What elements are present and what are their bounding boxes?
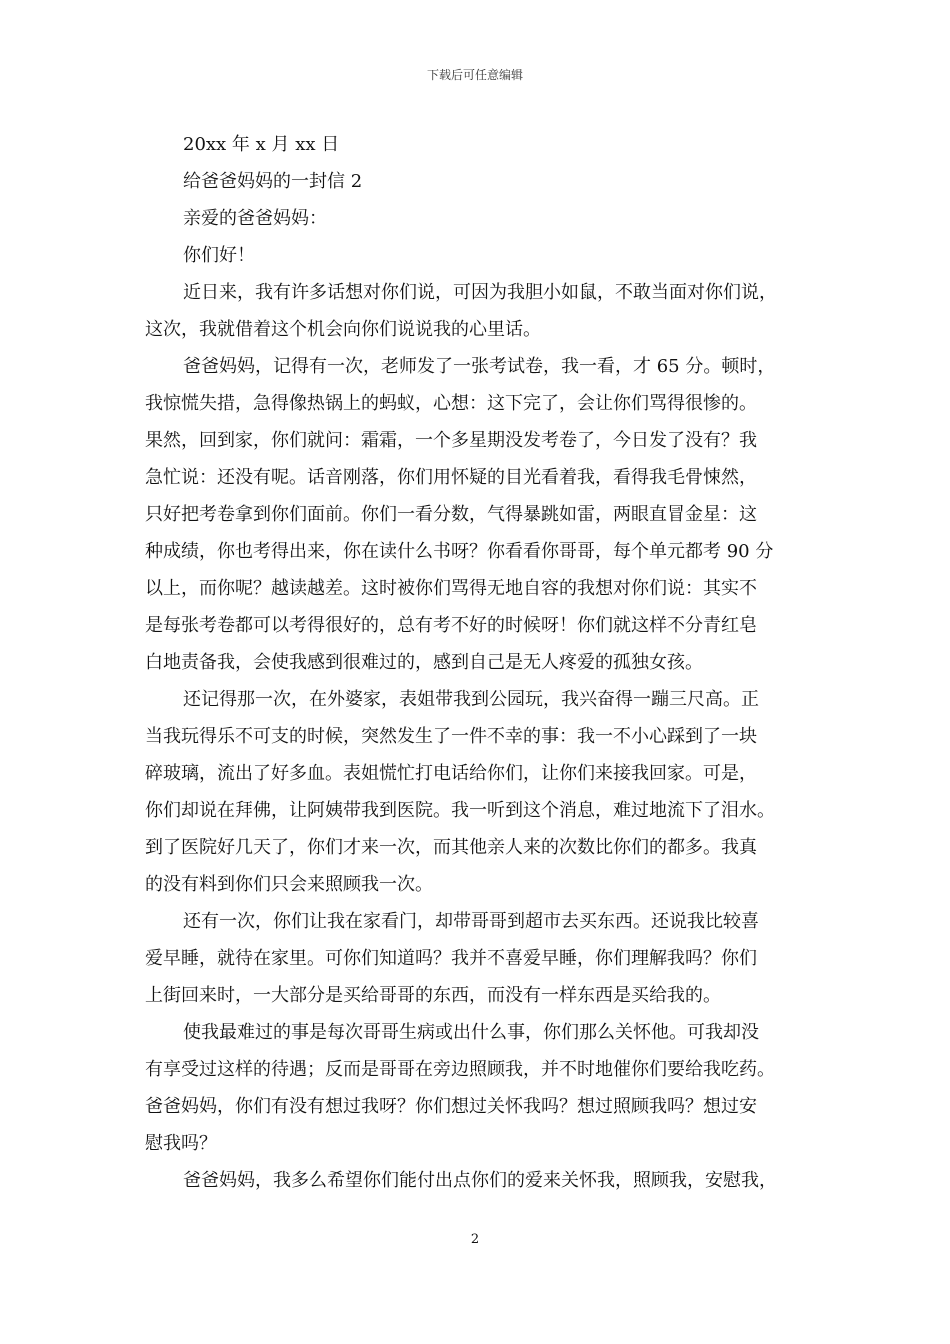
text-line: 你们好！ <box>183 245 255 266</box>
text-line: 果然，回到家，你们就问：霜霜，一个多星期没发考卷了，今日发了没有？我 <box>145 430 757 451</box>
text-line: 的没有料到你们只会来照顾我一次。 <box>145 874 433 895</box>
text-line: 我惊慌失措，急得像热锅上的蚂蚁，心想：这下完了，会让你们骂得很惨的。 <box>145 393 757 414</box>
text-line: 爸爸妈妈，记得有一次，老师发了一张考试卷，我一看，才 65 分。顿时， <box>183 356 776 377</box>
text-line: 以上，而你呢？越读越差。这时被你们骂得无地自容的我想对你们说：其实不 <box>145 578 757 599</box>
text-line: 到了医院好几天了，你们才来一次，而其他亲人来的次数比你们的都多。我真 <box>145 837 757 858</box>
text-line: 给爸爸妈妈的一封信 2 <box>183 171 363 192</box>
text-line: 只好把考卷拿到你们面前。你们一看分数，气得暴跳如雷，两眼直冒金星：这 <box>145 504 757 525</box>
text-line: 爸爸妈妈，你们有没有想过我呀？你们想过关怀我吗？想过照顾我吗？想过安 <box>145 1096 757 1117</box>
text-line: 20xx 年 x 月 xx 日 <box>183 134 340 155</box>
text-line: 上街回来时，一大部分是买给哥哥的东西，而没有一样东西是买给我的。 <box>145 985 721 1006</box>
text-line: 使我最难过的事是每次哥哥生病或出什么事，你们那么关怀他。可我却没 <box>183 1022 759 1043</box>
text-line: 这次，我就借着这个机会向你们说说我的心里话。 <box>145 319 541 340</box>
text-line: 种成绩，你也考得出来，你在读什么书呀？你看看你哥哥，每个单元都考 90 分 <box>145 541 774 562</box>
text-line: 是每张考卷都可以考得很好的，总有考不好的时候呀！你们就这样不分青红皂 <box>145 615 757 636</box>
text-line: 还记得那一次，在外婆家，表姐带我到公园玩，我兴奋得一蹦三尺高。正 <box>183 689 759 710</box>
letter-body <box>145 126 810 1199</box>
text-line: 当我玩得乐不可支的时候，突然发生了一件不幸的事：我一不小心踩到了一块 <box>145 726 757 747</box>
text-line: 近日来，我有许多话想对你们说，可因为我胆小如鼠，不敢当面对你们说， <box>183 282 777 303</box>
text-line: 白地责备我，会使我感到很难过的，感到自己是无人疼爱的孤独女孩。 <box>145 652 703 673</box>
page-header-note: 下载后可任意编辑 <box>426 68 523 82</box>
text-line: 亲爱的爸爸妈妈： <box>183 208 327 229</box>
text-line: 急忙说：还没有呢。话音刚落，你们用怀疑的目光看着我，看得我毛骨悚然， <box>145 467 757 488</box>
text-line: 爸爸妈妈，我多么希望你们能付出点你们的爱来关怀我，照顾我，安慰我， <box>183 1170 777 1191</box>
text-line: 有享受过这样的待遇；反而是哥哥在旁边照顾我，并不时地催你们要给我吃药。 <box>145 1059 775 1080</box>
text-line: 碎玻璃，流出了好多血。表姐慌忙打电话给你们，让你们来接我回家。可是， <box>145 763 757 784</box>
text-line: 爱早睡，就待在家里。可你们知道吗？我并不喜爱早睡，你们理解我吗？你们 <box>145 948 757 969</box>
page-number: 2 <box>470 1232 480 1247</box>
text-line: 你们却说在拜佛，让阿姨带我到医院。我一听到这个消息，难过地流下了泪水。 <box>145 800 775 821</box>
text-line: 还有一次，你们让我在家看门，却带哥哥到超市去买东西。还说我比较喜 <box>183 911 759 932</box>
text-line: 慰我吗？ <box>145 1133 217 1154</box>
